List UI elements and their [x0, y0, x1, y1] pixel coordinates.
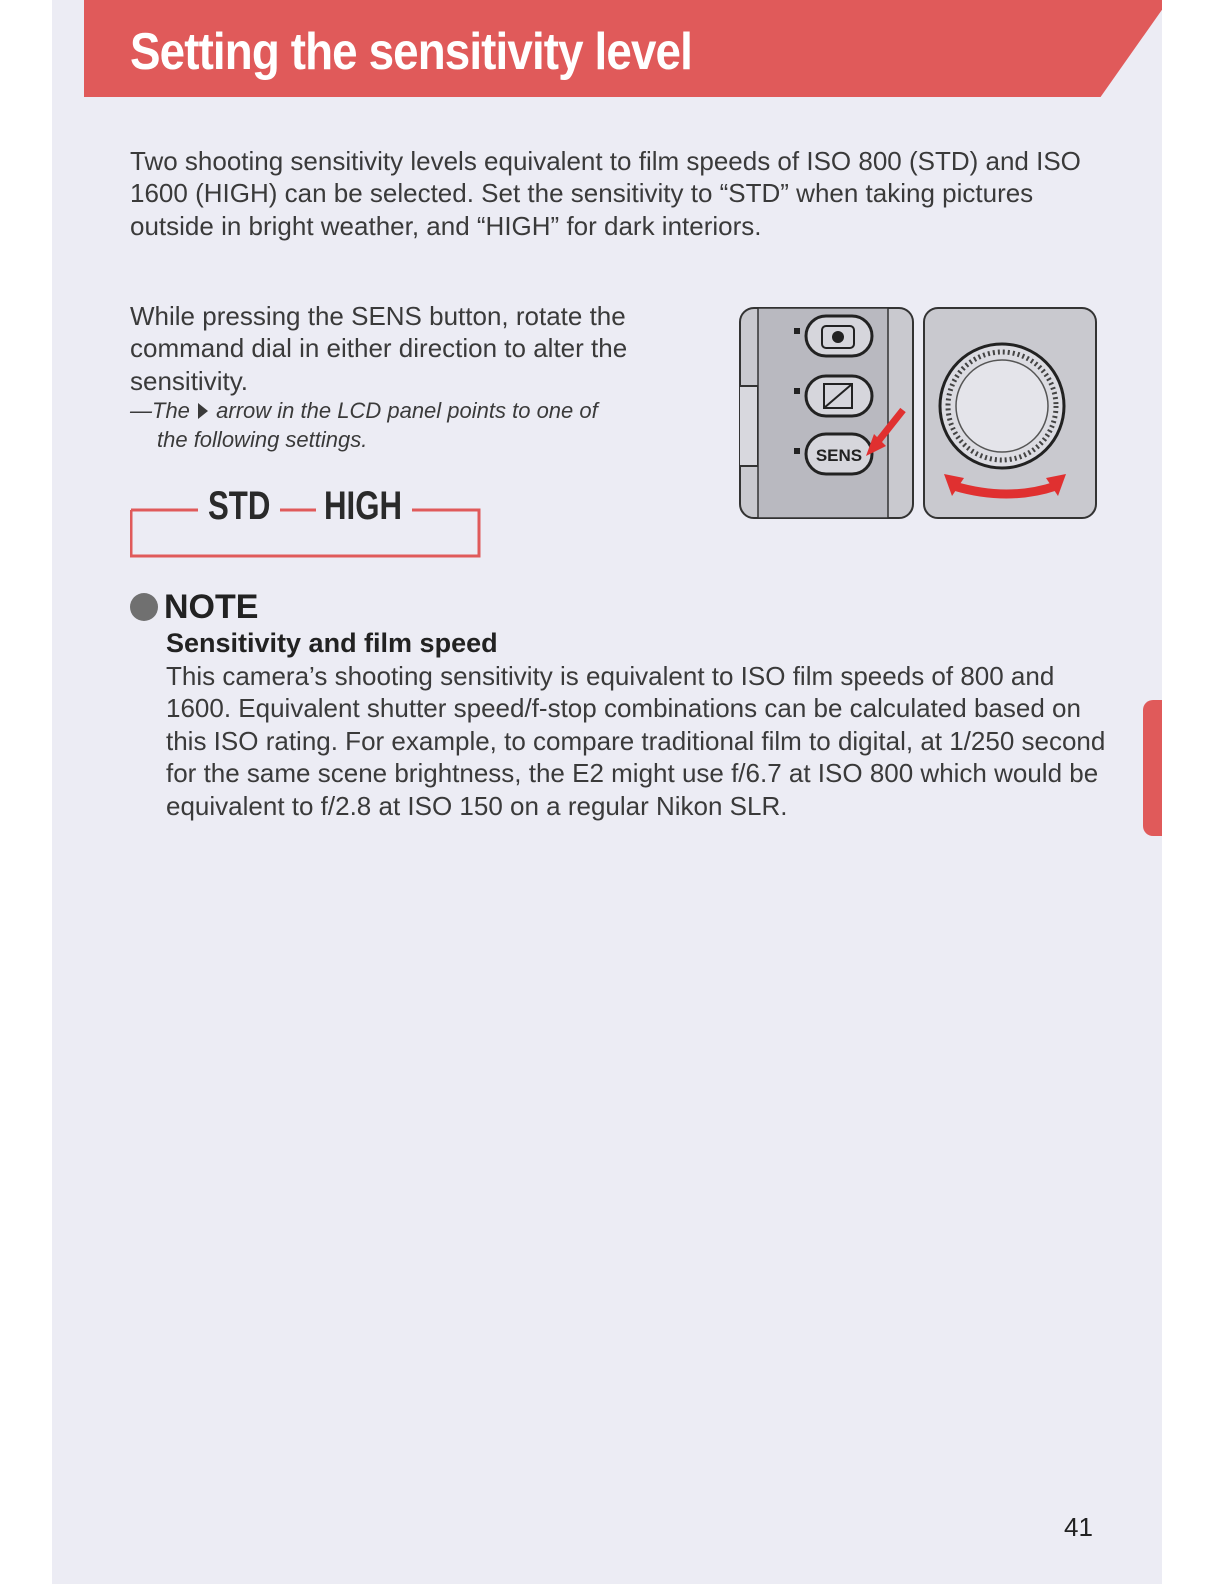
cycle-loop-lines — [130, 478, 482, 558]
camera-illustration — [738, 306, 1098, 520]
intro-paragraph: Two shooting sensitivity levels equivalent to film speeds of ISO 800 (STD) and ISO 1600 (HIGH) can be selected. Set the sensitivity to “STD” when taking pictures outside in bright weather, and “HIGH” for dark interiors. — [130, 146, 1081, 241]
note-heading — [130, 588, 258, 627]
lcd-arrow-note — [130, 396, 730, 454]
lcd-pointer-arrow-icon — [198, 403, 208, 419]
sens-button-label: SENS — [815, 446, 863, 465]
note-bullet-icon — [130, 593, 158, 621]
lcd-note-prefix: —The — [130, 398, 190, 423]
note-body: This camera’s shooting sensitivity is equivalent to ISO film speeds of 800 and 1600. Equivalent shutter speed/f-stop combinations can be calculated based on this ISO rating. For example, to compare traditional film to digital, at 1/250 second for the same scene brightness, the E2 might use f/6.7 at ISO 800 which would be equivalent to f/2.8 at ISO 150 on a regular Nikon SLR. — [166, 661, 1106, 821]
note-title: Sensitivity and film speed — [166, 628, 498, 658]
setting-high: HIGH — [324, 484, 402, 528]
note-heading-label: NOTE — [164, 588, 259, 626]
instruction-paragraph: While pressing the SENS button, rotate the command dial in either direction to alter the sensitivity. — [130, 301, 628, 396]
sensitivity-cycle-diagram — [130, 478, 482, 558]
page-title: Setting the sensitivity level — [130, 23, 692, 81]
lcd-note-line2: the following settings. — [157, 427, 368, 452]
lcd-note-text: arrow in the LCD panel points to one of — [216, 398, 598, 423]
page-number: 41 — [1064, 1512, 1093, 1542]
setting-std: STD — [208, 484, 271, 528]
camera-back-illustration — [738, 306, 1098, 520]
chapter-tab — [1143, 700, 1162, 836]
